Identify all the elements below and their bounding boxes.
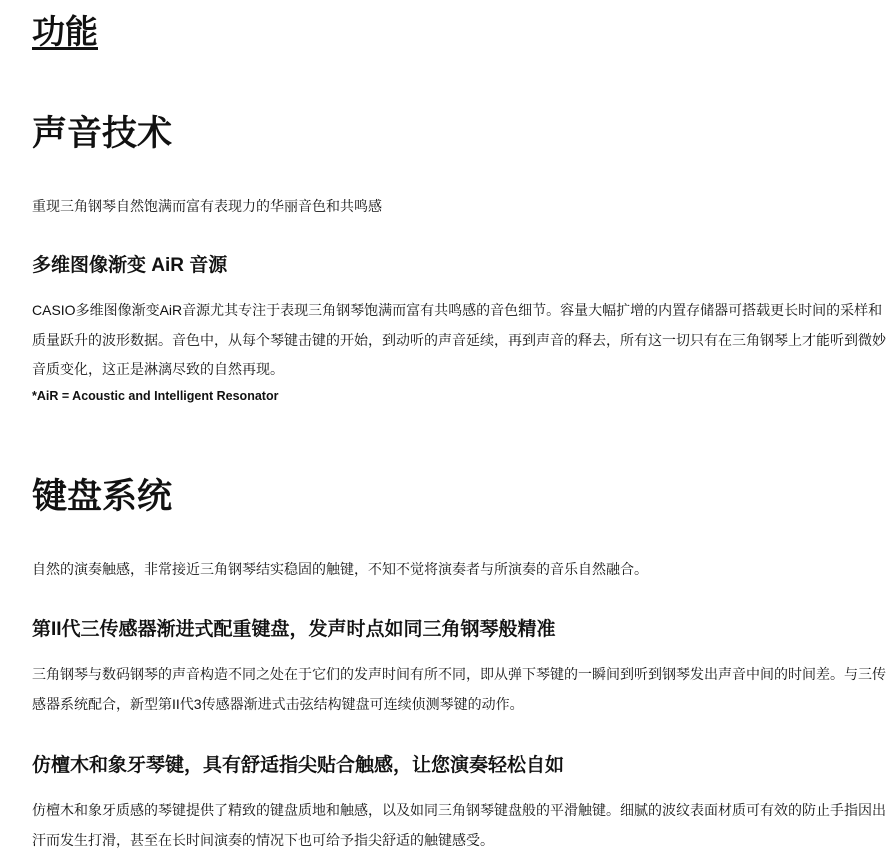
tri-sensor-keyboard-description: 三角钢琴与数码钢琴的声音构造不同之处在于它们的发声时间有所不同，即从弹下琴键的一瞬间到听到钢琴发出声音中间的时间差。与三传感器系统配合，新型第II代3传感器渐进式击弦结构键盘可连续侦测琴键的动作。	[32, 666, 886, 712]
air-sound-source-description: CASIO多维图像渐变AiR音源尤其专注于表现三角钢琴饱满而富有共鸣感的音色细节。容量大幅扩增的内置存储器可搭载更长时间的采样和质量跃升的波形数据。音色中，从每个琴键击键的开始，到动听的声音延续，再到声音的释去，所有这一切只有在三角钢琴上才能听到微妙音质变化，这正是淋漓尽致的自然再现。	[32, 302, 886, 377]
ebony-ivory-keys-description: 仿檀木和象牙质感的琴键提供了精致的键盘质地和触感，以及如同三角钢琴键盘般的平滑触键。细腻的波纹表面材质可有效的防止手指因出汗而发生打滑，甚至在长时间演奏的情况下也可给予指尖舒适的触键感受。	[32, 802, 886, 848]
keyboard-section-intro: 自然的演奏触感，非常接近三角钢琴结实稳固的触键，不知不觉将演奏者与所演奏的音乐自然融合。	[32, 561, 648, 577]
page-title: 功能	[32, 13, 98, 50]
air-sound-source-title: 多维图像渐变 AiR 音源	[32, 255, 228, 276]
keyboard-section-heading: 键盘系统	[32, 477, 173, 516]
air-footnote: *AiR = Acoustic and Intelligent Resonator	[32, 389, 279, 403]
sound-section-intro: 重现三角钢琴自然饱满而富有表现力的华丽音色和共鸣感	[32, 198, 382, 214]
tri-sensor-keyboard-title: 第II代三传感器渐进式配重键盘，发声时点如同三角钢琴般精准	[32, 619, 556, 640]
ebony-ivory-keys-title: 仿檀木和象牙琴键，具有舒适指尖贴合触感，让您演奏轻松自如	[32, 755, 565, 776]
sound-section-heading: 声音技术	[32, 114, 173, 153]
